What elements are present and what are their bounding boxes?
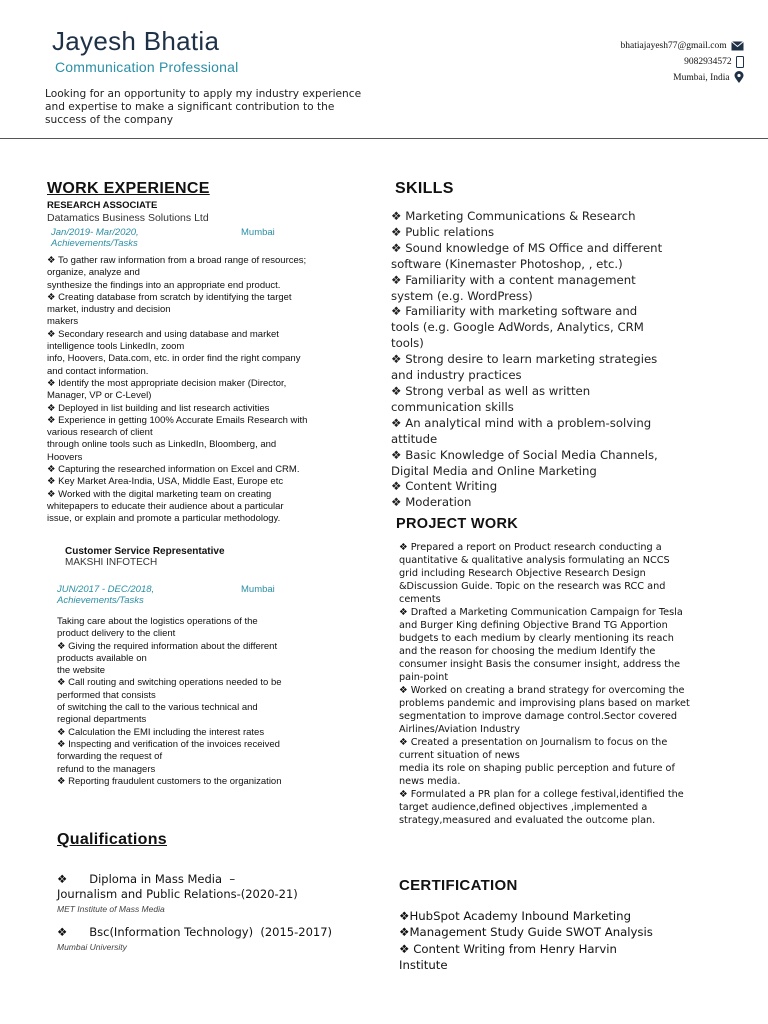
text-line: ❖ Marketing Communications & Research bbox=[391, 209, 636, 223]
job-dates: JUN/2017 - DEC/2018, bbox=[57, 584, 155, 595]
job-2-dates-row bbox=[57, 584, 357, 606]
skills-list bbox=[391, 209, 751, 511]
text-line: ❖ Moderation bbox=[391, 495, 472, 510]
text-line: ❖ Familiarity with marketing software and bbox=[391, 304, 638, 319]
job-dates: Jan/2019- Mar/2020, bbox=[51, 227, 139, 238]
qualification-institute: Mumbai University bbox=[57, 942, 127, 952]
text-line: communication skills bbox=[391, 399, 514, 414]
text-line: refund to the managers bbox=[57, 763, 156, 775]
text-line: and industry practices bbox=[391, 368, 522, 383]
phone-icon bbox=[736, 56, 744, 68]
text-line: Institute bbox=[399, 958, 448, 973]
text-line: through online tools such as LinkedIn, Bloomberg, and bbox=[47, 439, 277, 451]
text-line: forwarding the request of bbox=[57, 751, 163, 763]
project-list bbox=[399, 541, 739, 827]
text-line: ❖ Public relations bbox=[391, 224, 495, 239]
text-line: ❖ Key Market Area-India, USA, Middle East, Europe etc bbox=[47, 476, 284, 488]
qualification-institute: MET Institute of Mass Media bbox=[57, 904, 165, 914]
text-line: ❖ Call routing and switching operations needed to be bbox=[57, 677, 282, 689]
qualification-2 bbox=[57, 925, 377, 955]
text-line: products available on bbox=[57, 652, 147, 664]
text-line: Digital Media and Online Marketing bbox=[391, 463, 597, 478]
job-company: MAKSHI INFOTECH bbox=[65, 557, 158, 568]
text-line: strategy,measured and evaluated the outcome plan. bbox=[399, 815, 656, 826]
text-line: ❖ An analytical mind with a problem-solving bbox=[391, 415, 652, 430]
text-line: system (e.g. WordPress) bbox=[391, 288, 533, 303]
text-line: Hoovers bbox=[47, 451, 83, 463]
text-line: ❖ Worked with the digital marketing team on creating bbox=[47, 488, 272, 500]
text-line: ❖ Basic Knowledge of Social Media Channels, bbox=[391, 447, 658, 462]
job-tasks-label: Achievements/Tasks bbox=[51, 238, 138, 249]
text-line: quantitative & qualitative analysis formulating an NCCS bbox=[399, 555, 670, 566]
text-line: various research of client bbox=[47, 427, 153, 439]
text-line: intelligence tools LinkedIn, zoom bbox=[47, 341, 185, 353]
text-line: makers bbox=[47, 316, 79, 328]
text-line: market, industry and decision bbox=[47, 304, 171, 316]
text-line: consumer insight Basis the consumer insight, address the bbox=[399, 659, 681, 670]
text-line: ❖ Content Writing bbox=[391, 479, 498, 494]
text-line: of switching the call to the various technical and bbox=[57, 702, 258, 714]
job-task-list bbox=[47, 255, 367, 526]
qualification-1 bbox=[57, 872, 377, 917]
job-dates-row bbox=[51, 227, 367, 249]
text-line: ❖ Created a presentation on Journalism to focus on the bbox=[399, 737, 668, 748]
header-divider bbox=[0, 138, 768, 139]
work-experience-heading: WORK EXPERIENCE bbox=[47, 180, 210, 197]
email-text[interactable]: bhatiajayesh77@gmail.com bbox=[620, 41, 727, 51]
project-work-heading: PROJECT WORK bbox=[396, 516, 519, 532]
job-2-header bbox=[65, 546, 365, 568]
job-role: Customer Service Representative bbox=[65, 546, 225, 557]
phone-row bbox=[621, 54, 744, 70]
text-line: software (Kinemaster Photoshop, , etc.) bbox=[391, 256, 623, 271]
text-line: ❖ Strong verbal as well as written bbox=[391, 383, 591, 398]
text-line: pain-point bbox=[399, 672, 449, 683]
text-line: ❖ Formulated a PR plan for a college festival,identified the bbox=[399, 789, 684, 800]
candidate-name: Jayesh Bhatia bbox=[52, 26, 220, 56]
text-line: whitepapers to educate their audience about a particular bbox=[47, 500, 284, 512]
job-task-list bbox=[57, 616, 347, 788]
text-line: ❖ Creating database from scratch by identifying the target bbox=[47, 291, 292, 303]
text-line: target audience,defined objectives ,implemented a bbox=[399, 802, 648, 813]
qualification-line: ❖ Diploma in Mass Media – bbox=[57, 872, 236, 886]
text-line: attitude bbox=[391, 431, 438, 446]
map-pin-icon bbox=[734, 71, 744, 84]
phone-text[interactable]: 9082934572 bbox=[684, 57, 732, 67]
text-line: synthesize the findings into an appropriate end product. bbox=[47, 279, 281, 291]
qualifications-heading: Qualifications bbox=[57, 831, 167, 848]
text-line: the website bbox=[57, 665, 106, 677]
objective-text: Looking for an opportunity to apply my industry experience and expertise to make a significant contribution to the success of the company bbox=[45, 88, 362, 126]
text-line: ❖ Deployed in list building and list research activities bbox=[47, 402, 270, 414]
email-row bbox=[621, 38, 744, 54]
text-line: organize, analyze and bbox=[47, 267, 140, 279]
text-line: segmentation to improve damage control.Sector covered bbox=[399, 711, 677, 722]
contact-block bbox=[621, 38, 744, 86]
job-tasks-label: Achievements/Tasks bbox=[57, 595, 144, 606]
text-line: product delivery to the client bbox=[57, 628, 176, 640]
text-line: ❖HubSpot Academy Inbound Marketing bbox=[399, 909, 632, 923]
text-line: current situation of news bbox=[399, 750, 520, 761]
job-role: RESEARCH ASSOCIATE bbox=[47, 200, 158, 211]
text-line: ❖ Strong desire to learn marketing strategies bbox=[391, 352, 658, 367]
text-line: info, Hoovers, Data.com, etc. in order find the right company bbox=[47, 353, 301, 365]
text-line: Airlines/Aviation Industry bbox=[399, 724, 520, 735]
text-line: problems pandemic and improvising plans based on market bbox=[399, 698, 690, 709]
text-line: performed that consists bbox=[57, 689, 156, 701]
job-location: Mumbai bbox=[241, 227, 275, 238]
location-row bbox=[621, 70, 744, 86]
text-line: ❖ Identify the most appropriate decision maker (Director, bbox=[47, 377, 287, 389]
text-line: tools (e.g. Google AdWords, Analytics, CRM bbox=[391, 320, 644, 335]
certification-list bbox=[399, 908, 739, 974]
text-line: cements bbox=[399, 594, 441, 605]
skills-heading: SKILLS bbox=[395, 180, 454, 197]
text-line: news media. bbox=[399, 776, 461, 787]
text-line: issue, or explain and promote a particular methodology. bbox=[47, 513, 281, 525]
text-line: ❖ Calculation the EMI including the interest rates bbox=[57, 726, 265, 738]
text-line: grid including Research Objective Research Design bbox=[399, 568, 646, 579]
text-line: regional departments bbox=[57, 714, 147, 726]
qualification-line: Journalism and Public Relations-(2020-21) bbox=[57, 887, 298, 901]
text-line: ❖ Inspecting and verification of the invoices received bbox=[57, 738, 280, 750]
text-line: ❖ Content Writing from Henry Harvin bbox=[399, 941, 617, 956]
job-company: Datamatics Business Solutions Ltd bbox=[47, 212, 209, 224]
text-line: ❖ To gather raw information from a broad range of resources; bbox=[47, 255, 307, 266]
job-location: Mumbai bbox=[241, 584, 275, 595]
text-line: budgets to each medium by clearly mentioning its reach bbox=[399, 633, 674, 644]
text-line: ❖ Sound knowledge of MS Office and different bbox=[391, 240, 663, 255]
text-line: ❖ Familiarity with a content management bbox=[391, 272, 636, 287]
candidate-title: Communication Professional bbox=[55, 59, 239, 75]
certification-heading: CERTIFICATION bbox=[399, 877, 518, 894]
text-line: ❖ Secondary research and using database and market bbox=[47, 328, 279, 340]
text-line: and Burger King defining Objective Brand TG Apportion bbox=[399, 620, 668, 631]
text-line: ❖ Experience in getting 100% Accurate Emails Research with bbox=[47, 414, 308, 426]
location-text: Mumbai, India bbox=[673, 73, 730, 83]
text-line: ❖Management Study Guide SWOT Analysis bbox=[399, 925, 653, 940]
text-line: and the reason for choosing the medium Identify the bbox=[399, 646, 656, 657]
text-line: ❖ Worked on creating a brand strategy for overcoming the bbox=[399, 685, 685, 696]
text-line: ❖ Drafted a Marketing Communication Campaign for Tesla bbox=[399, 607, 683, 618]
text-line: and contact information. bbox=[47, 365, 149, 377]
text-line: &Discussion Guide. Topic on the research was RCC and bbox=[399, 581, 666, 592]
text-line: media its role on shaping public perception and future of bbox=[399, 763, 675, 774]
text-line: tools) bbox=[391, 336, 424, 351]
text-line: ❖ Reporting fraudulent customers to the organization bbox=[57, 775, 282, 787]
envelope-icon bbox=[731, 41, 744, 51]
text-line: ❖ Giving the required information about the different bbox=[57, 640, 278, 652]
text-line: ❖ Capturing the researched information on Excel and CRM. bbox=[47, 464, 300, 476]
qualification-line: ❖ Bsc(Information Technology) (2015-2017) bbox=[57, 925, 333, 939]
text-line: Taking care about the logistics operations of the bbox=[57, 616, 258, 627]
text-line: Manager, VP or C-Level) bbox=[47, 390, 152, 402]
text-line: ❖ Prepared a report on Product research conducting a bbox=[399, 542, 662, 553]
job-1 bbox=[47, 200, 367, 526]
